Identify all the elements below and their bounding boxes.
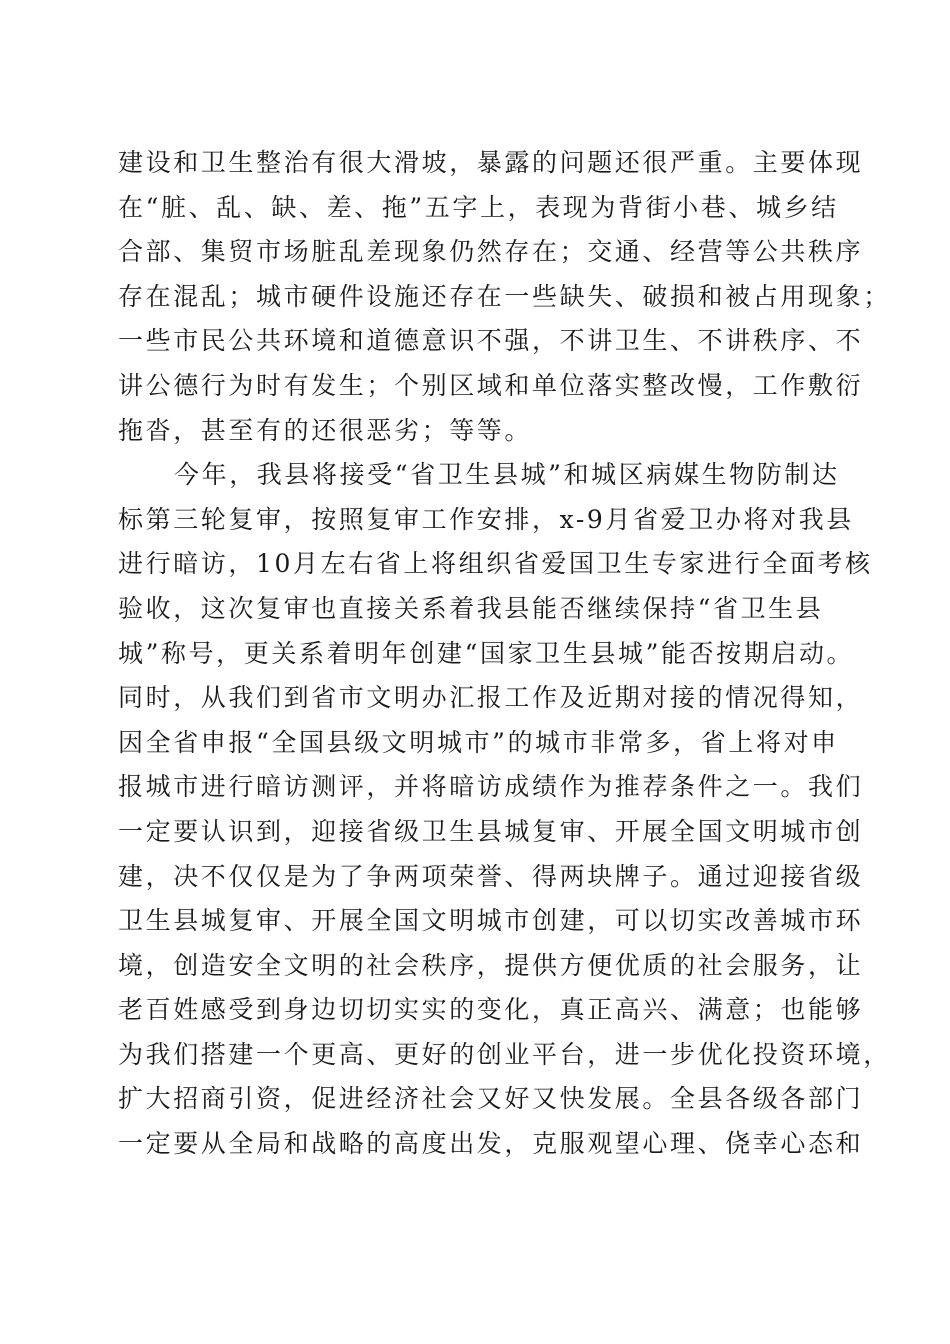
- text-line: 城”称号，更关系着明年创建“国家卫生县城”能否按期启动。: [118, 638, 855, 668]
- text-line: 报城市进行暗访测评，并将暗访成绩作为推荐条件之一。我们: [118, 772, 864, 802]
- text-line: 一定要认识到，迎接省级卫生县城复审、开展全国文明城市创: [118, 816, 864, 846]
- text-line: 讲公德行为时有发生；个别区域和单位落实整改慢，工作敷衍: [118, 370, 864, 400]
- text-line: 合部、集贸市场脏乱差现象仍然存在；交通、经营等公共秩序: [118, 237, 864, 267]
- text-line: 为我们搭建一个更高、更好的创业平台，进一步优化投资环境，: [118, 1039, 891, 1069]
- text-line: 卫生县城复审、开展全国文明城市创建，可以切实改善城市环: [118, 906, 864, 936]
- text-line: 境，创造安全文明的社会秩序，提供方便优质的社会服务，让: [118, 950, 864, 980]
- body-text: [118, 141, 891, 1167]
- text-line: 一些市民公共环境和道德意识不强，不讲卫生、不讲秩序、不: [118, 326, 864, 356]
- text-line: 拖沓，甚至有的还很恶劣；等等。: [118, 415, 533, 445]
- text-line: 一定要从全局和战略的高度出发，克服观望心理、侥幸心态和: [118, 1129, 864, 1159]
- text-line: 验收，这次复审也直接关系着我县能否继续保持“省卫生县: [118, 593, 824, 623]
- text-line: 建设和卫生整治有很大滑坡，暴露的问题还很严重。主要体现: [118, 148, 864, 177]
- paragraph-first-line: 今年，我县将接受“省卫生县城”和城区病媒生物防制达: [174, 460, 840, 490]
- text-line: 扩大招商引资，促进经济社会又好又快发展。全县各级各部门: [118, 1084, 864, 1114]
- text-line: 同时，从我们到省市文明办汇报工作及近期对接的情况得知，: [118, 683, 864, 713]
- text-line: 进行暗访，10月左右省上将组织省爱国卫生专家进行全面考核: [118, 549, 873, 579]
- text-line: 标第三轮复审，按照复审工作安排，x-9月省爱卫办将对我县: [118, 504, 854, 534]
- text-line: 存在混乱；城市硬件设施还存在一些缺失、破损和被占用现象；: [118, 281, 891, 311]
- text-line: 因全省申报“全国县级文明城市”的城市非常多，省上将对申: [118, 727, 839, 757]
- text-line: 在“脏、乱、缺、差、拖”五字上，表现为背街小巷、城乡结: [118, 192, 839, 222]
- text-line: 老百姓感受到身边切切实实的变化，真正高兴、满意；也能够: [118, 995, 864, 1025]
- text-line: 建，决不仅仅是为了争两项荣誉、得两块牌子。通过迎接省级: [118, 861, 864, 891]
